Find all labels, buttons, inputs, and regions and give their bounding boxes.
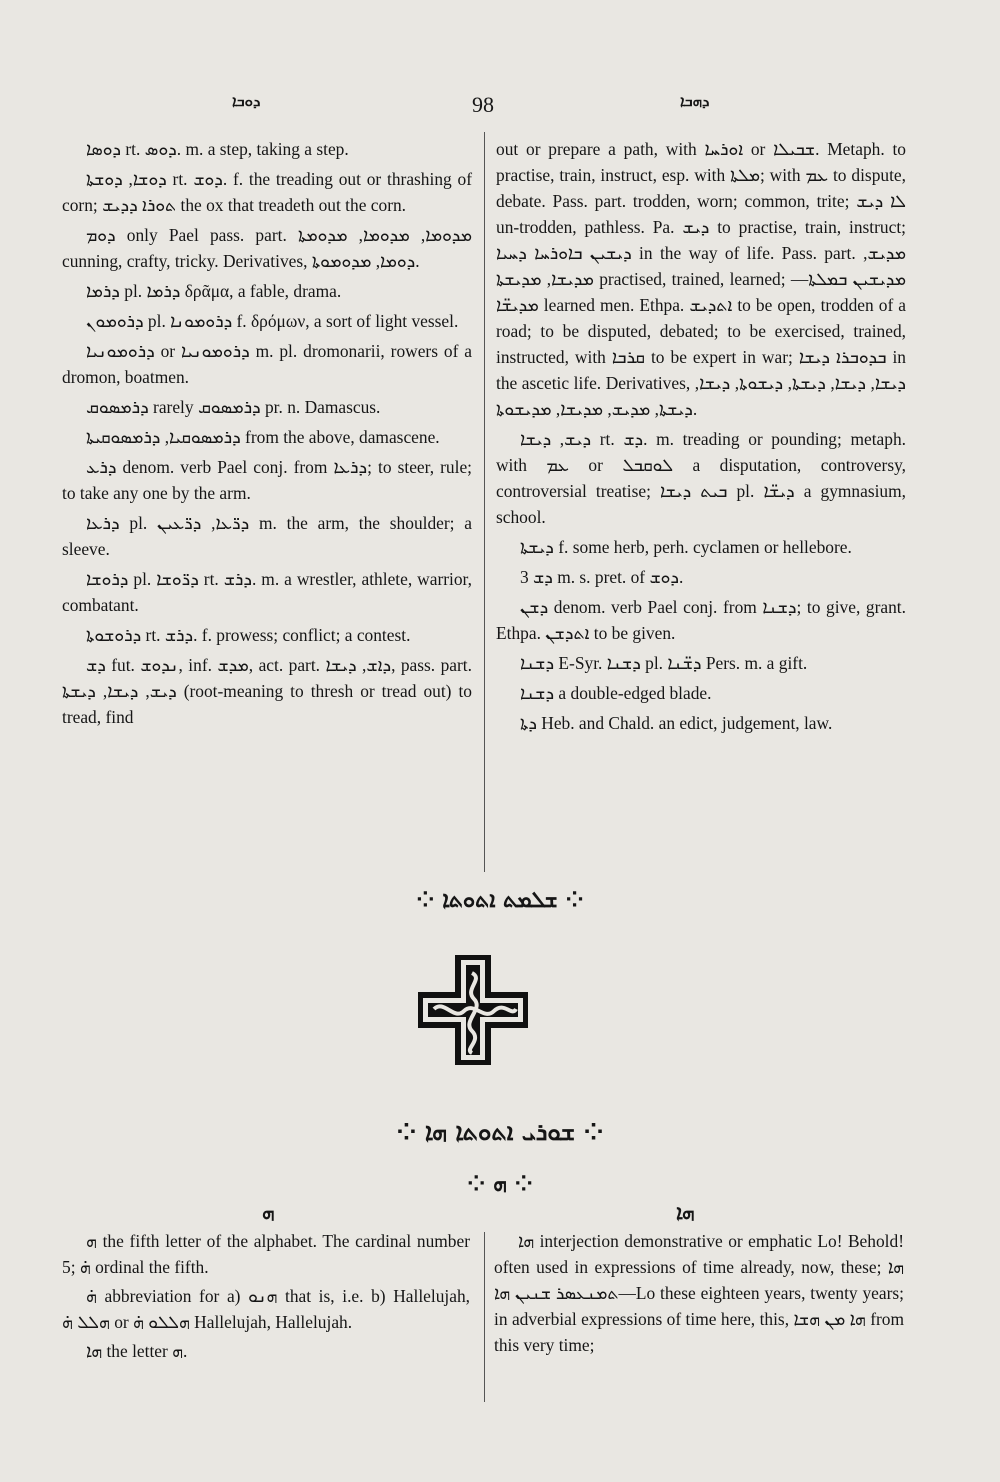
dictionary-entry: ܕܝܫܬܐ f. some herb, perh. cyclamen or hellebore. [520, 537, 852, 557]
running-head [0, 92, 1000, 122]
dictionary-entry: ܕܬܐ Heb. and Chald. an edict, judgement, law. [520, 713, 833, 733]
dictionary-entry: ܕܪܘܫܐ pl. ܕܪ̈ܘܫܐ rt. ܕܪܫ. m. a wrestler, athlete, warrior, combatant. [62, 569, 472, 615]
dictionary-entry: out or prepare a path, with ܐܘܪܚܐ or ܫܒܝܠܐ. Metaph. to practise, train, instruct, esp. with ܡܠܬܐ; with ܥܡ to dispute, debate. Pass. part. trodden, worn; common, trite; ܠܐ ܕܝܫ un-trodden, pathless. Pa. ܕܝܫ to practise, train, instruct; ܕܝܫܝܢ ܒܐܘܪܚܐ ܕܚܝܐ in the way of life. Pass. part. ܡܕܝܫ, ܡܕܝܫܐ, ܡܕܝܫܬܐ practised, trained, learned; ܡܕܝܫܝܢ ܒܡܠܬܐ—ܡܕܝܫ̈ܐ learned men. Ethpa. ܐܬܕܝܫ to be open, trodden of a road; to be disputed, debated; to be exercised, trained, instructed, with ܩܪܒܐ to be expert in war; ܒܕܘܒܪܐ ܕܝܫܐ in the ascetic life. Derivatives, ܕܝܫܐ, ܕܝܫܐ, ܕܝܫܬܐ, ܕܝܫܘܬܐ, ܕܝܫܐ, ܕܝܫܬܐ, ܡܕܝܫ, ܡܕܝܫܐ, ܡܕܝܫܘܬܐ. [496, 139, 907, 419]
dictionary-entry: ܗܐ interjection demonstrative or emphatic Lo! Behold! often used in expressions of time already, now, these; ܗܐ ܬܡܢܥܣܪ ܫܢܝܢ ܗܐ—Lo these eighteen years, twenty years; in adverbial expressions of time here, this, ܗܐ ܡܢ ܗܫܐ from this very time; [494, 1231, 905, 1355]
cross-ornament-icon [418, 955, 528, 1065]
dictionary-entry: ܕܘܣܐ rt. ܕܘܣ. m. a step, taking a step. [86, 139, 349, 159]
dictionary-entry: ܕܝܫ, ܕܝܫܐ rt. ܕܫ. m. treading or pounding; metaph. with ܥܡ or ܠܘܩܒܠ a disputation, controversy, controversial treatise; ܒܝܬ ܕܝܫܐ pl. ܕܝܫ̈ܐ a gymnasium, school. [496, 429, 907, 527]
running-head-right: ܕܗܒܐ [680, 92, 710, 110]
dictionary-entry: ܕܪܥ denom. verb Pael conj. from ܕܪܥܐ; to steer, rule; to take any one by the arm. [62, 457, 473, 503]
dictionary-entry: ܕܪܘܫܘܬܐ rt. ܕܪܫ. f. prowess; conflict; a contest. [86, 625, 411, 645]
dictionary-entry: ܕܪܘܡܘܢܝܐ or ܕܪܘܡܘܢܝܐ m. pl. dromonarii, rowers of a dromon, boatmen. [62, 341, 472, 387]
dictionary-entry: ܕܫܢ denom. verb Pael conj. from ܕܫܢܐ; to give, grant. Ethpa. ܐܬܕܫܢ to be given. [496, 597, 906, 643]
dictionary-entry: ܕܫ 3 m. s. pret. of ܕܘܫ. [520, 567, 684, 587]
dictionary-entry: ܕܫ fut. ܢܕܘܫ, inf. ܡܕܫ, act. part. ܕܐܫ, ܕܝܫܐ, pass. part. ܕܝܫ, ܕܝܫܐ, ܕܝܫܬܐ (root-meaning to thresh or tread out) to tread, find [62, 655, 472, 727]
dictionary-entry: ܕܫܢܐ E-Syr. ܕܫܢܐ pl. ܕܫ̈ܢܐ Pers. m. a gift. [520, 653, 808, 673]
column-divider [484, 1232, 485, 1402]
right-subhead: ܗܐ [676, 1200, 695, 1224]
left-column [62, 136, 472, 734]
bottom-right-column [494, 1228, 904, 1361]
page-number: 98 [472, 92, 494, 117]
left-subhead: ܗ [262, 1200, 275, 1224]
right-column [496, 136, 906, 740]
dictionary-entry: ܕܪܘܡܘܢ pl. ܕܪܘܡܘܢܐ f. δρόμων, a sort of light vessel. [86, 311, 459, 331]
dictionary-entry: ܗ̇ abbreviation for a) ܗܢܘ that is, i.e. b) Hallelujah, ܗܠܠ ܗ̇ or ܗܠܠܘ ܗ̇ Hallelujah, Hallelujah. [62, 1286, 470, 1332]
letter-heading: ⁘ ܗ ⁘ [467, 1172, 533, 1197]
colophon: ⁘ ܫܠܡܬ ܐܬܘܬܐ ⁘ [416, 888, 584, 913]
dictionary-entry: ܕܫܢܐ a double-edged blade. [520, 683, 712, 703]
dictionary-entry: ܕܘܫܐ, ܕܘܫܬܐ rt. ܕܘܫ. f. the treading out or thrashing of corn; ܬܘܪܐ ܕܕܝܫ the ox that treadeth out the corn. [62, 169, 472, 215]
dictionary-entry: ܕܪܡܣܘܩܝܐ, ܕܪܡܣܘܩܝܬܐ from the above, damascene. [86, 427, 440, 447]
column-divider [484, 132, 485, 872]
dictionary-entry: ܕܪܡܣܘܩ rarely ܕܪܡܣܘܩ pr. n. Damascus. [86, 397, 381, 417]
dictionary-entry: ܗ the fifth letter of the alphabet. The cardinal number 5; ܗ̇ ordinal the fifth. [62, 1231, 470, 1277]
section-title: ⁘ ܫܘܪܝ ܐܬܘܬܐ ܗܐ ⁘ [396, 1118, 604, 1146]
dictionary-entry: ܕܪܥܐ pl. ܕܪ̈ܥܐ, ܕܪ̈ܥܝܢ m. the arm, the shoulder; a sleeve. [62, 513, 472, 559]
dictionary-entry: ܗܐ the letter ܗ. [86, 1341, 188, 1361]
running-head-left: ܕܘܒܐ [232, 92, 261, 110]
dictionary-entry: ܕܘܡ only Pael pass. part. ܡܕܘܡܐ, ܡܕܘܡܐ, ܡܕܘܡܬܐ cunning, crafty, tricky. Derivatives, ܕܘܡܐ, ܡܕܘܡܘܬܐ. [62, 225, 472, 271]
bottom-left-column [62, 1228, 470, 1367]
dictionary-entry: ܕܪܡܐ pl. ܕܪܡܐ δρᾶμα, a fable, drama. [86, 281, 342, 301]
